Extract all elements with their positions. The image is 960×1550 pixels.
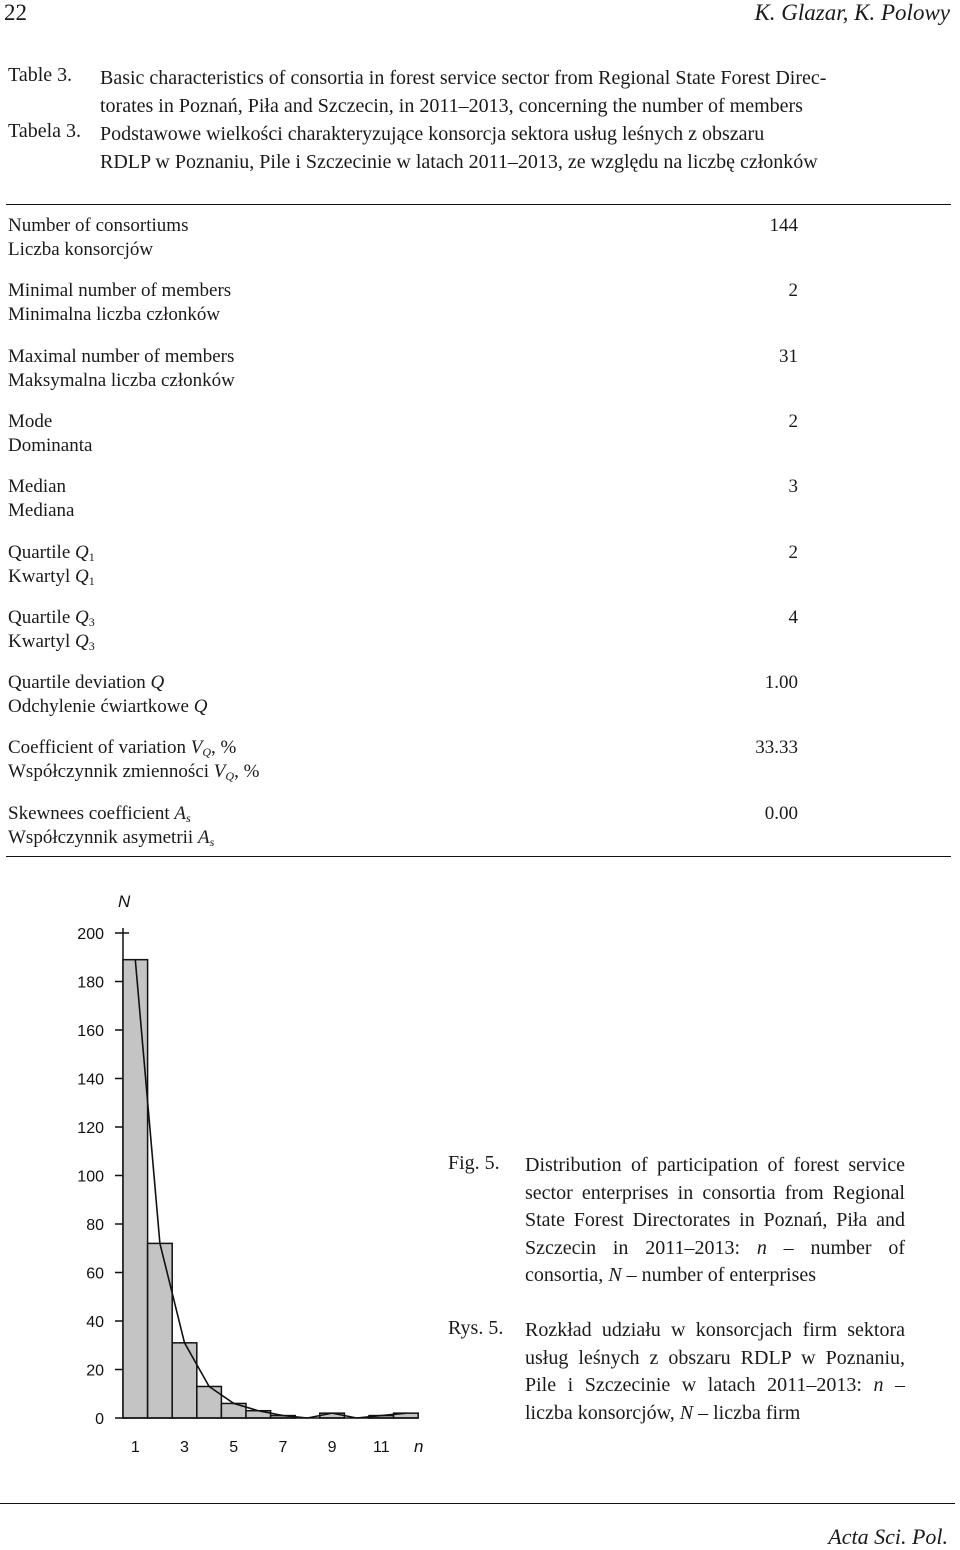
en-symbol: Q (75, 541, 89, 563)
table-row-label-pl: Mediana (8, 500, 75, 522)
en-symbol: Q (150, 672, 165, 694)
table-row-value: 2 (788, 541, 798, 563)
table-row-value: 2 (788, 410, 798, 432)
table-row-value: 0.00 (764, 802, 798, 824)
x-tick-label: 3 (180, 1439, 189, 1456)
en-symbol: V (190, 737, 203, 759)
en-subscript: 1 (88, 549, 95, 564)
table-bottom-rule (6, 856, 951, 857)
table-row-label-pl: Minimalna liczba członków (8, 304, 221, 326)
pl-subscript: 3 (88, 638, 95, 653)
en-symbol: Q (75, 606, 89, 628)
table-row-value: 33.33 (755, 737, 798, 759)
histogram-bar (197, 1386, 222, 1418)
pl-symbol: V (213, 761, 226, 783)
symbol-N: N (608, 1264, 622, 1286)
en-symbol: A (174, 802, 186, 824)
table-row-value: 4 (788, 606, 798, 628)
table-row-label-pl: Dominanta (8, 434, 93, 456)
table-row-label-pl: Współczynnik asymetrii $A_s$ (8, 826, 215, 849)
y-tick-label: 120 (77, 1120, 104, 1137)
table-caption-en-line1: Basic characteristics of consortia in forest service sector from Regional State Forest Direc- (100, 67, 827, 89)
table-row-value: 1.00 (764, 672, 798, 694)
figure-caption-pl-text: Rozkład udziału w konsorcjach firm sektora usług leśnych z obszaru RDLP w Poznaniu, Pile i Szczecinie w latach 2011–2013: n – liczba konsorcjów, N – liczba firm (525, 1319, 905, 1424)
table-top-rule (6, 204, 951, 205)
table-row-label-pl: Odchylenie ćwiartkowe Q (8, 696, 208, 718)
y-tick-label: 20 (86, 1362, 104, 1380)
y-tick-label: 0 (95, 1411, 104, 1428)
figure-caption-pl-label: Rys. 5. (448, 1317, 504, 1339)
table-row-label-en: Number of consortiums (8, 215, 189, 236)
y-tick-label: 80 (86, 1217, 104, 1234)
page-number: 22 (4, 0, 27, 25)
journal-footer: Acta Sci. Pol. (828, 1524, 948, 1549)
table-row-label-pl: Współczynnik zmienności $V_Q$, % (8, 761, 260, 784)
figure-caption-en-label: Fig. 5. (448, 1152, 500, 1174)
en-subscript: 3 (88, 614, 95, 629)
table-caption-en-line2: torates in Poznań, Piła and Szczecin, in 2011–2013, concerning the number of members (100, 95, 803, 117)
table-row-label-en: Quartile deviation Q (8, 672, 165, 694)
table-caption-pl-line2: RDLP w Poznaniu, Pile i Szczecinie w latach 2011–2013, ze względu na liczbę członków (100, 151, 818, 173)
table-row-label-en: Minimal number of members (8, 280, 232, 302)
table-row-value: 31 (779, 345, 798, 367)
table-row-value: 144 (769, 215, 798, 236)
pl-subscript: s (209, 834, 215, 849)
pl-subscript: Q (225, 769, 235, 784)
pl-symbol: Q (75, 565, 89, 587)
x-tick-label: 7 (278, 1439, 288, 1456)
histogram-chart (40, 880, 440, 1480)
y-tick-label: 200 (77, 926, 104, 943)
pl-symbol: Q (75, 630, 89, 652)
pl-subscript: 1 (88, 573, 95, 588)
symbol-N: N (679, 1401, 694, 1424)
footer-rule (0, 1503, 955, 1504)
table-row-value: 2 (788, 280, 798, 302)
table-row-label-en: Quartile $Q_3$ (8, 606, 95, 629)
y-tick-label: 40 (86, 1314, 104, 1331)
histogram-bar (123, 960, 148, 1418)
symbol-n: n (756, 1236, 767, 1259)
x-tick-label: 5 (229, 1439, 239, 1456)
en-subscript: Q (202, 745, 212, 760)
pl-symbol: Q (193, 696, 208, 718)
histogram-bar (148, 1243, 173, 1418)
symbol-n: n (873, 1374, 884, 1396)
y-tick-label: 100 (77, 1168, 104, 1186)
y-tick-label: 180 (77, 974, 104, 992)
table-row-label-pl: Kwartyl $Q_3$ (8, 630, 95, 653)
y-tick-label: 60 (86, 1265, 104, 1283)
table-row-label-en: Maximal number of members (8, 345, 235, 367)
pl-symbol: A (197, 826, 210, 848)
x-tick-label: 9 (327, 1439, 337, 1456)
table-row-label-pl: Kwartyl $Q_1$ (8, 565, 95, 588)
histogram-bar (172, 1343, 197, 1418)
table-row-value: 3 (788, 476, 798, 498)
table-row-label-en: Mode (8, 410, 53, 432)
y-axis-label: N (118, 892, 131, 911)
running-header-authors: K. Glazar, K. Polowy (754, 0, 950, 25)
x-tick-label: 11 (372, 1439, 390, 1456)
table-row-label-en: Skewnees coefficient $A_s$ (8, 802, 191, 825)
x-axis-label: n (414, 1437, 424, 1456)
x-tick-label: 1 (130, 1439, 140, 1456)
table-caption-en-label: Table 3. (8, 64, 73, 86)
en-subscript: s (185, 810, 191, 825)
table-caption-pl-label: Tabela 3. (8, 120, 82, 142)
table-caption-pl-line1: Podstawowe wielkości charakteryzujące konsorcja sektora usług leśnych z obszaru (100, 123, 765, 145)
table-row-label-pl: Liczba konsorcjów (8, 239, 154, 260)
table-row-label-en: Median (8, 476, 67, 498)
table-row-label-en: Quartile $Q_1$ (8, 541, 95, 564)
table-row-label-pl: Maksymalna liczba członków (8, 369, 235, 391)
y-tick-label: 160 (77, 1023, 104, 1040)
figure-caption-en-text: Distribution of participation of forest service sector enterprises in consortia from Regional State Forest Directorates in Poznań, Piła and Szczecin in 2011–2013: n – number of consortia, N – number of enterprises (525, 1154, 905, 1286)
table-row-label-en: Coefficient of variation $V_Q$, % (8, 737, 237, 760)
y-tick-label: 140 (77, 1071, 104, 1089)
